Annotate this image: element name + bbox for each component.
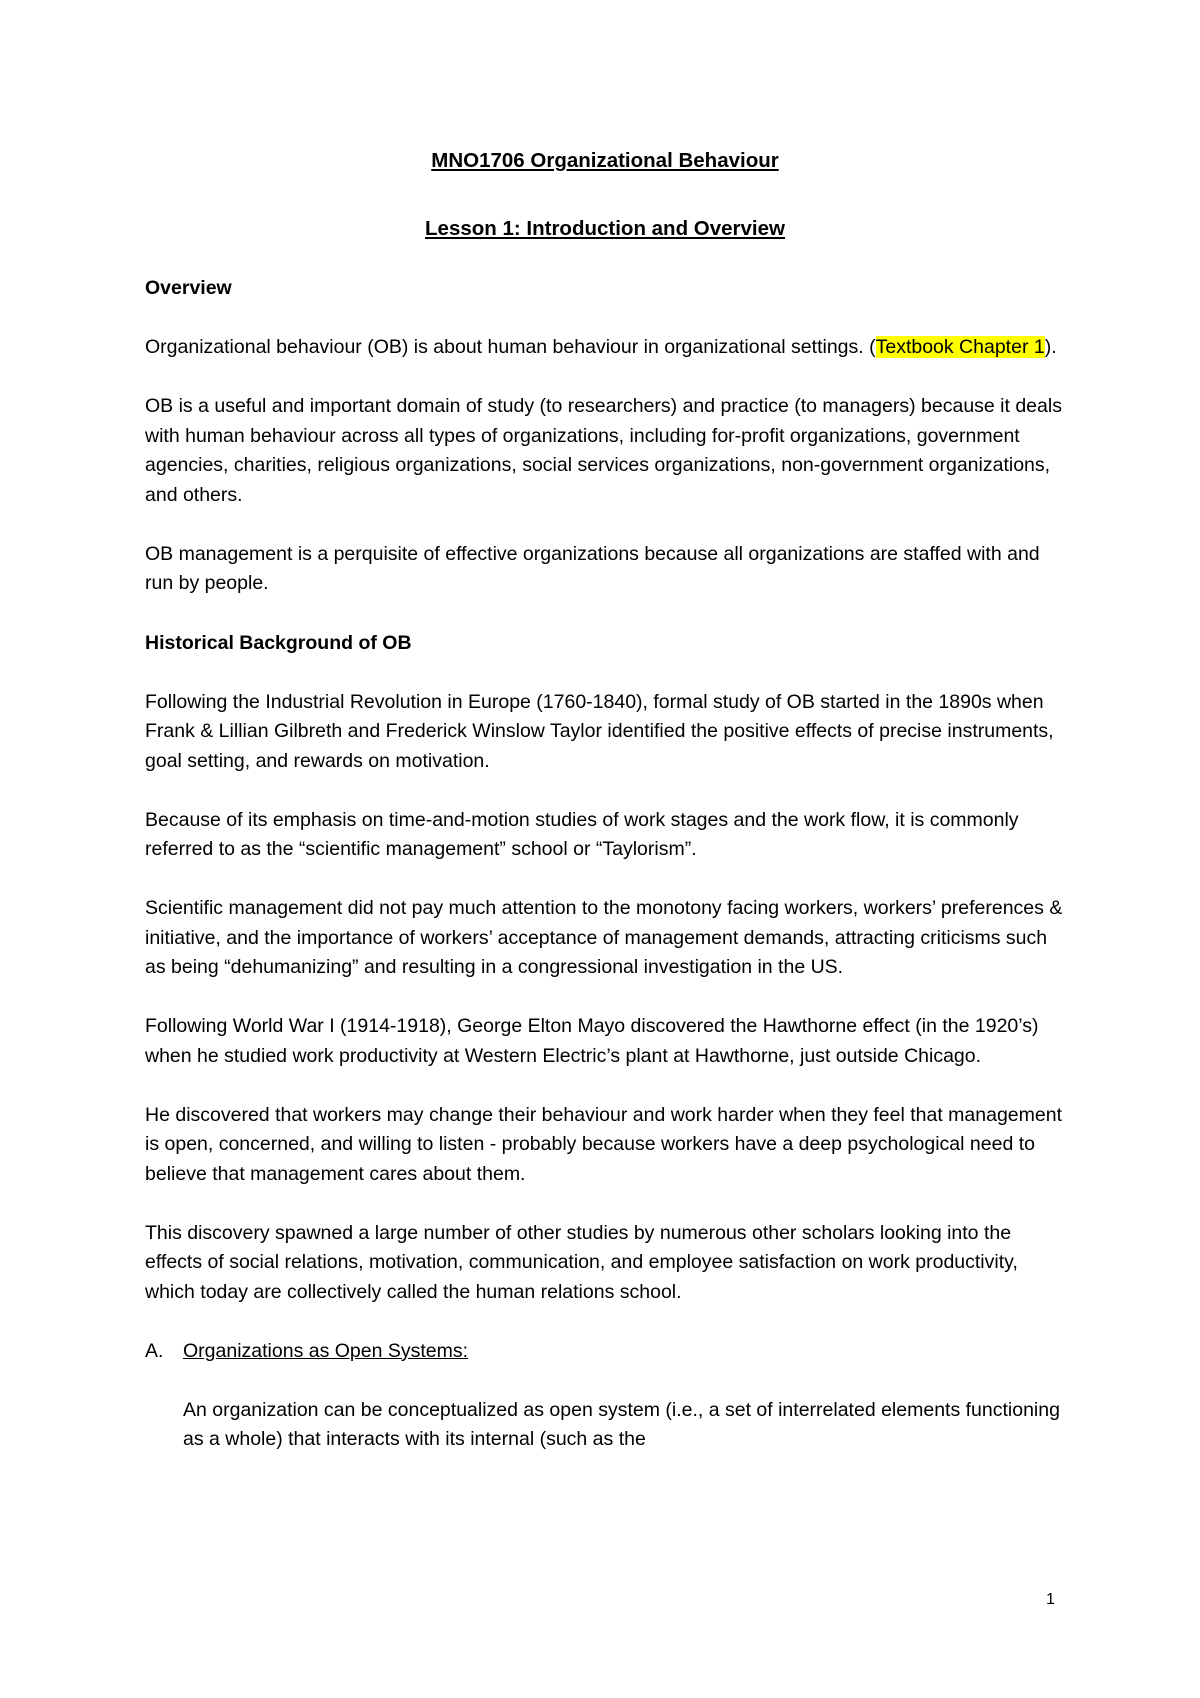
- section-a-letter: A.: [145, 1339, 164, 1362]
- section-a-heading: [145, 1337, 1065, 1367]
- document-body: [145, 146, 1065, 1455]
- history-heading: Historical Background of OB: [145, 631, 412, 654]
- paragraph-scientific-management: Because of its emphasis on time-and-motion studies of work stages and the work flow, it is commonly referred to as the “scientific management” school or “Taylorism”.: [145, 808, 1019, 860]
- paragraph-ob-definition: [145, 333, 1065, 363]
- overview-heading: Overview: [145, 277, 232, 299]
- lesson-title: Lesson 1: Introduction and Overview: [425, 217, 785, 240]
- paragraph-ob-importance: OB is a useful and important domain of study (to researchers) and practice (to managers) because it deals with human behaviour across all types of organizations, including for-profit organizations, government agencies, charities, religious organizations, social services organizations, non-government organizations, and others.: [145, 395, 1062, 506]
- textbook-reference-highlight: Textbook Chapter 1: [875, 336, 1045, 358]
- paragraph-ob-definition-text: Organizational behaviour (OB) is about human behaviour in organizational settings. (: [145, 336, 876, 358]
- paragraph-ob-definition-tail: ).: [1044, 336, 1057, 358]
- paragraph-human-relations: This discovery spawned a large number of other studies by numerous other scholars looking into the effects of social relations, motivation, communication, and employee satisfaction on work productivity, which today are collectively called the human relations school.: [145, 1221, 1018, 1303]
- paragraph-ob-management: OB management is a perquisite of effective organizations because all organizations are staffed with and run by people.: [145, 542, 1040, 594]
- paragraph-criticisms: Scientific management did not pay much attention to the monotony facing workers, workers’ preferences & initiative, and the importance of workers’ acceptance of management demands, attracting criticisms such as being “dehumanizing” and resulting in a congressional investigation in the US.: [145, 897, 1063, 978]
- section-a-title: Organizations as Open Systems:: [183, 1339, 469, 1362]
- page-number: 1: [1046, 1591, 1055, 1608]
- paragraph-open-system: An organization can be conceptualized as open system (i.e., a set of interrelated elements functioning as a whole) that interacts with its internal (such as the: [183, 1398, 1060, 1450]
- course-title: MNO1706 Organizational Behaviour: [431, 149, 779, 172]
- paragraph-hawthorne: Following World War I (1914-1918), George Elton Mayo discovered the Hawthorne effect (in the 1920’s) when he studied work productivity at Western Electric’s plant at Hawthorne, just outside Chicago.: [145, 1015, 1039, 1067]
- paragraph-worker-behaviour: He discovered that workers may change their behaviour and work harder when they feel that management is open, concerned, and willing to listen - probably because workers have a deep psychological need to believe that management cares about them.: [145, 1103, 1063, 1185]
- paragraph-industrial-revolution: Following the Industrial Revolution in Europe (1760-1840), formal study of OB started in the 1890s when Frank & Lillian Gilbreth and Frederick Winslow Taylor identified the positive effects of precise instruments, goal setting, and rewards on motivation.: [145, 690, 1054, 772]
